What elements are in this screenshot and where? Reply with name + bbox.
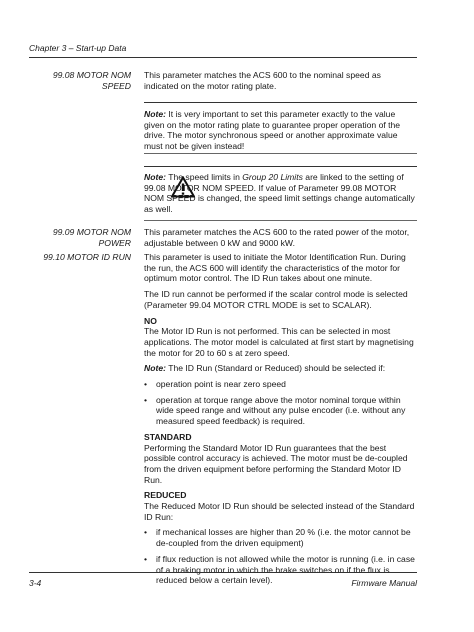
param-9908-description: This parameter matches the ACS 600 to the nominal speed as indicated on the motor rating plate. — [144, 70, 381, 91]
option-no-heading: NO — [144, 315, 157, 326]
bullet-item: • operation at torque range above the motor nominal torque within wide speed range and without any pulse encoder (i.e. without any measured speed feedback) is required. — [144, 395, 417, 427]
note1-bottom-rule — [144, 153, 417, 154]
param-9909-name-line1: 99.09 MOTOR NOM — [52, 227, 131, 237]
option-standard-heading: STANDARD — [144, 431, 192, 442]
note1-text: It is very important to set this parameter exactly to the value given on the motor rating plate to guarantee proper operation of the drive. The motor synchronous speed or another approximate value must not be given instead! — [144, 109, 401, 152]
option-reduced-heading: REDUCED — [144, 490, 187, 501]
note2-text-a: The speed limits in — [165, 172, 243, 182]
param-9908-name-line1: 99.08 MOTOR NOM — [52, 70, 131, 80]
param-9908-name — [53, 70, 131, 91]
chapter-header: Chapter 3 – Start-up Data — [29, 43, 127, 53]
param-9910-scalar-note: The ID run cannot be performed if the scalar control mode is selected (Parameter 99.04 MOTOR CTRL MODE is set to SCALAR). — [144, 289, 408, 310]
note2-text-b: are linked to the setting of 99.08 MOTOR NOM SPEED. If value of Parameter 99.08 MOTOR NOM SPEED is changed, the speed limit settings change automatically as well. — [144, 172, 415, 215]
bullet-item: • operation point is near zero speed — [144, 379, 417, 390]
page-number: 3-4 — [29, 578, 42, 588]
param-9910-content — [144, 252, 417, 586]
param-9908-name-line2: SPEED — [101, 80, 131, 91]
param-9909-name-line2: POWER — [98, 237, 131, 248]
bullet-item: • if mechanical losses are higher than 20 % (i.e. the motor cannot be de-coupled from the driven equipment) — [144, 527, 417, 548]
note1-top-rule — [144, 102, 417, 103]
option-no-text: The Motor ID Run is not performed. This can be selected in most applications. The motor model is calculated at first start by magnetising the motor for 20 to 60 s at zero speed. — [144, 326, 414, 358]
param-9910-name: 99.10 MOTOR ID RUN — [43, 252, 131, 262]
option-reduced-text: The Reduced Motor ID Run should be selected instead of the Standard ID Run: — [144, 501, 415, 522]
id-run-note — [144, 363, 417, 374]
note2 — [144, 172, 417, 215]
id-run-note-text: The ID Run (Standard or Reduced) should be selected if: — [165, 363, 386, 374]
note2-group-ref: Group 20 Limits — [242, 172, 303, 182]
param-9909-description: This parameter matches the ACS 600 to the rated power of the motor, adjustable between 0 kW and 9000 kW. — [144, 227, 410, 248]
note2-top-rule — [144, 166, 417, 167]
footer-rule — [29, 572, 417, 573]
bullet-item: • if flux reduction is not allowed while the motor is running (i.e. in case of a braking motor in which the brake switches on if the flux is reduced below a certain level). — [144, 554, 417, 586]
note2-bottom-rule — [144, 220, 417, 221]
manual-title: Firmware Manual — [351, 578, 417, 588]
param-9909-name — [53, 227, 131, 248]
id-run-note-label: Note: — [144, 363, 166, 374]
header-rule — [29, 57, 417, 58]
note1-label: Note: — [144, 109, 166, 119]
option-standard-text: Performing the Standard Motor ID Run guarantees that the best possible control accuracy is achieved. The motor must be de-coupled from the driven equipment before performing the Standard Motor ID Run. — [144, 442, 408, 485]
note2-label: Note: — [144, 172, 166, 182]
note1 — [144, 109, 417, 152]
param-9910-intro: This parameter is used to initiate the Motor Identification Run. During the run, the ACS 600 will identify the characteristics of the motor for optimum motor control. The ID Run takes about one minute. — [144, 252, 406, 284]
